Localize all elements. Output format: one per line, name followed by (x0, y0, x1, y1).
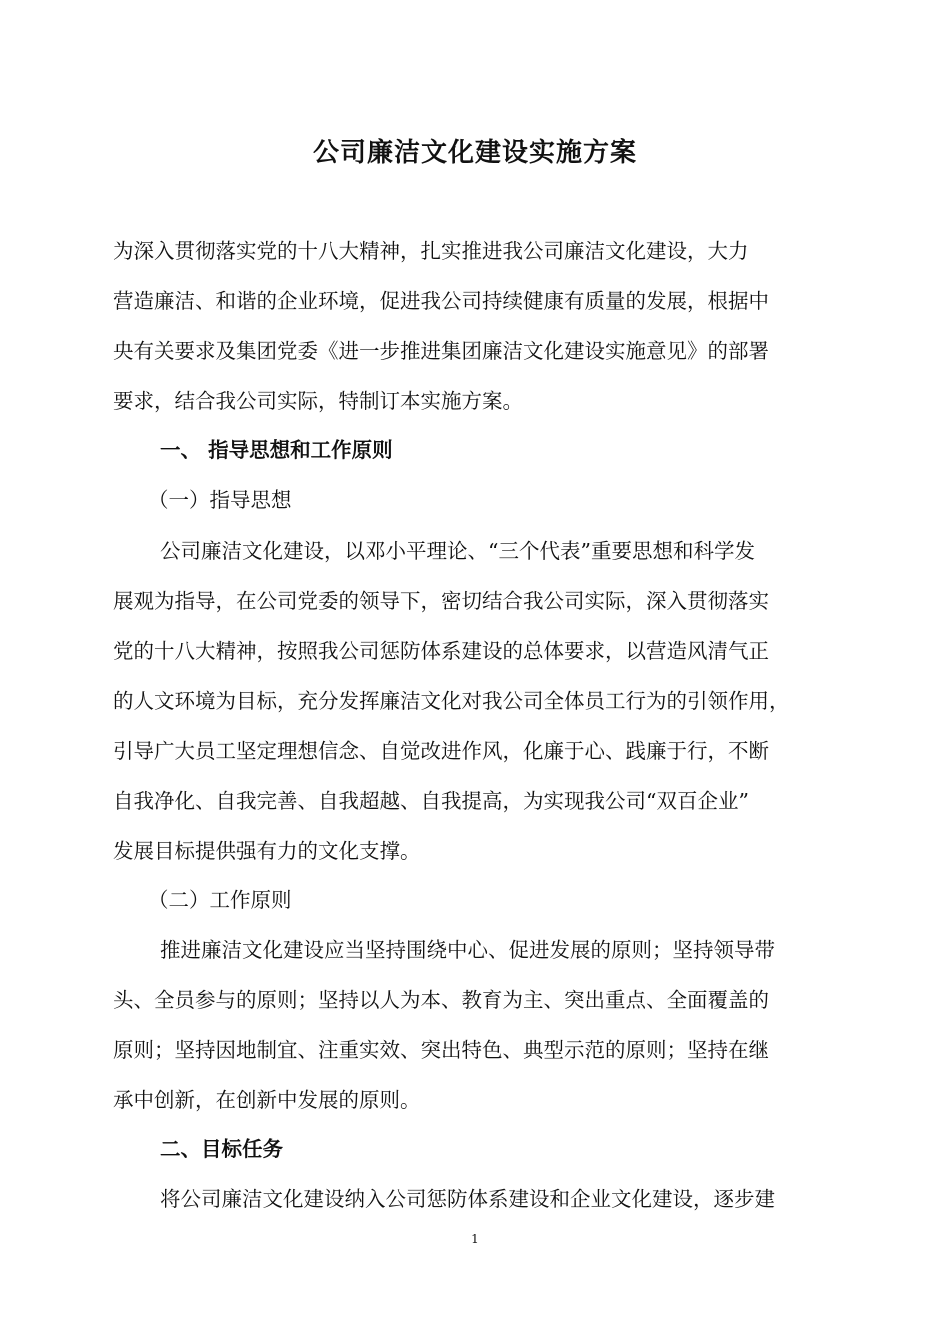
para-principles-line-2: 头、全员参与的原则；坚持以人为本、教育为主、突出重点、全面覆盖的 (113, 988, 769, 1012)
section-heading-2: 二、目标任务 (160, 1137, 283, 1161)
para-guiding-line-3: 党的十八大精神，按照我公司惩防体系建设的总体要求，以营造风清气正 (113, 639, 769, 663)
document-title: 公司廉洁文化建设实施方案 (312, 138, 637, 168)
page-number: 1 (471, 1232, 479, 1246)
subsection-heading-1: （一）指导思想 (148, 488, 292, 512)
para-principles-line-4: 承中创新，在创新中发展的原则。 (113, 1088, 421, 1112)
para-principles-line-3: 原则；坚持因地制宜、注重实效、突出特色、典型示范的原则；坚持在继 (113, 1038, 769, 1062)
para-guiding-line-5: 引导广大员工坚定理想信念、自觉改进作风，化廉于心、践廉于行，不断 (113, 739, 769, 763)
para-intro-line-1: 为深入贯彻落实党的十八大精神，扎实推进我公司廉洁文化建设，大力 (113, 239, 749, 263)
para-guiding-line-2: 展观为指导，在公司党委的领导下，密切结合我公司实际，深入贯彻落实 (113, 589, 769, 613)
para-principles-line-1: 推进廉洁文化建设应当坚持围绕中心、促进发展的原则；坚持领导带 (160, 938, 775, 962)
para-intro-line-2: 营造廉洁、和谐的企业环境，促进我公司持续健康有质量的发展，根据中 (113, 289, 769, 313)
para-intro-line-4: 要求，结合我公司实际，特制订本实施方案。 (113, 389, 523, 413)
para-guiding-line-7: 发展目标提供强有力的文化支撑。 (113, 839, 421, 863)
para-goals-line-1: 将公司廉洁文化建设纳入公司惩防体系建设和企业文化建设，逐步建 (160, 1187, 775, 1211)
section-heading-1: 一、 指导思想和工作原则 (160, 438, 393, 462)
para-guiding-line-6: 自我净化、自我完善、自我超越、自我提高，为实现我公司“双百企业” (113, 789, 749, 813)
subsection-heading-2: （二）工作原则 (148, 888, 292, 912)
para-intro-line-3: 央有关要求及集团党委《进一步推进集团廉洁文化建设实施意见》的部署 (113, 339, 769, 363)
para-guiding-line-1: 公司廉洁文化建设，以邓小平理论、“三个代表”重要思想和科学发 (160, 539, 755, 563)
para-guiding-line-4: 的人文环境为目标，充分发挥廉洁文化对我公司全体员工行为的引领作用， (113, 689, 790, 713)
